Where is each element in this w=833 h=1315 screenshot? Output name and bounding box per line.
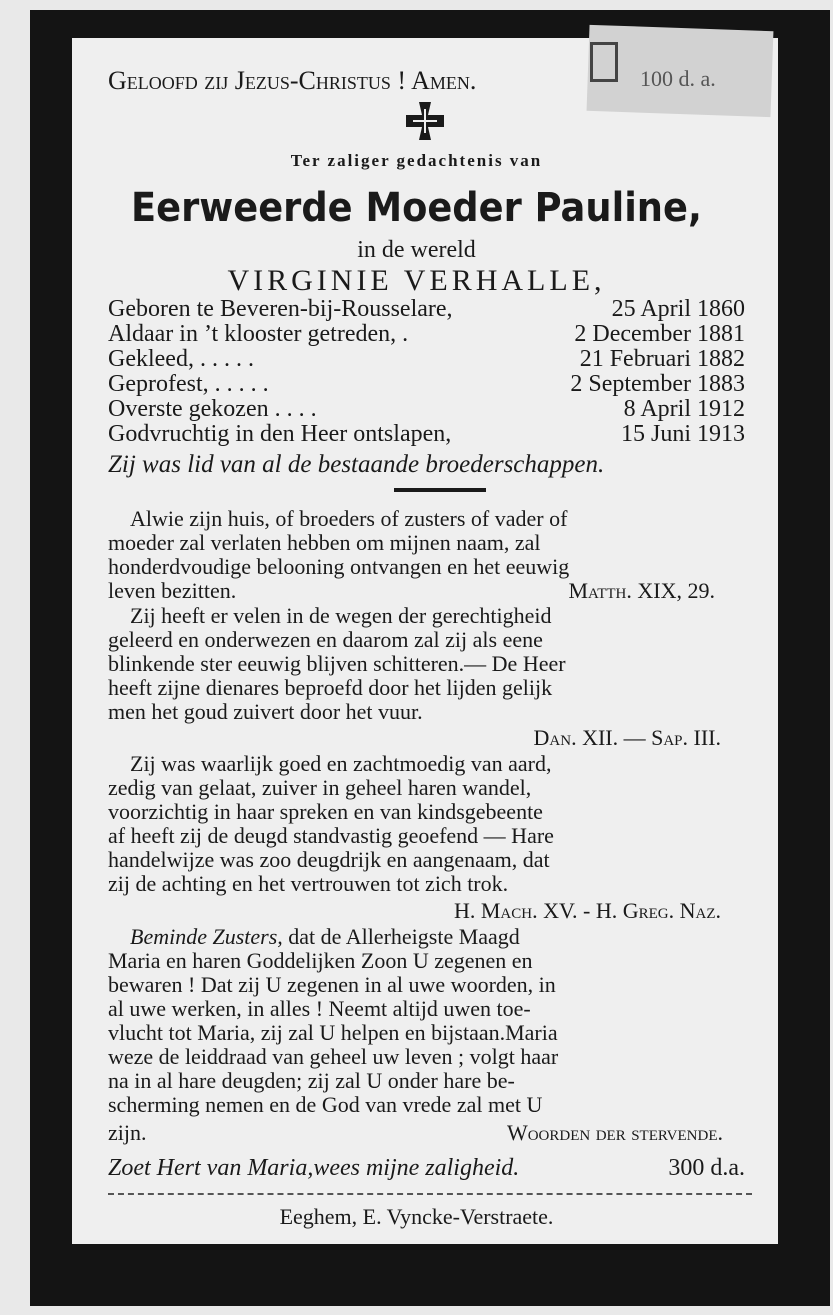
fact-date: 25 April 1860 bbox=[611, 296, 745, 322]
fact-date: 21 Februari 1882 bbox=[579, 346, 745, 372]
nun-name: Eerweerde Moeder Pauline, bbox=[131, 185, 702, 231]
fact-label: Aldaar in ’t klooster getreden, . bbox=[108, 321, 409, 347]
text-line: men het goud zuivert door het vuur. bbox=[108, 699, 423, 724]
text-line: leven bezitten. bbox=[108, 578, 237, 603]
text-line: moeder zal verlaten hebben om mijnen naam, zal bbox=[108, 530, 541, 555]
reference: Matth. XIX, 29. bbox=[568, 578, 715, 603]
subtitle: Ter zaliger gedachtenis van bbox=[290, 151, 543, 170]
text-line: af heeft zij de deugd standvastig geoefend — Hare bbox=[108, 823, 554, 848]
text-line: vlucht tot Maria, zij zal U helpen en bijstaan.Maria bbox=[108, 1020, 558, 1045]
fact-label: Gekleed, . . . . . bbox=[108, 346, 254, 372]
indulgence: 300 d.a. bbox=[668, 1155, 745, 1181]
civil-name: VIRGINIE VERHALLE, bbox=[227, 264, 606, 297]
stamp-mark bbox=[590, 42, 618, 82]
text-line: weze de leiddraad van geheel uw leven ; volgt haar bbox=[108, 1044, 559, 1069]
reference: H. Mach. XV. - H. Greg. Naz. bbox=[453, 898, 721, 923]
closing-prayer: Zoet Hert van Maria,wees mijne zaligheid. bbox=[108, 1155, 520, 1181]
text-line: voorzichtig in haar spreken en van kindsgebeente bbox=[108, 799, 543, 824]
text-line: handelwijze was zoo deugdrijk en aangenaam, dat bbox=[108, 847, 550, 872]
fact-label: Overste gekozen . . . . bbox=[108, 396, 317, 422]
text-line: dat de Allerheigste Maagd bbox=[282, 924, 520, 949]
stamp-text: 100 d. a. bbox=[640, 66, 716, 91]
text-line: Zij was waarlijk goed en zachtmoedig van aard, bbox=[130, 751, 552, 776]
fact-date: 2 December 1881 bbox=[574, 321, 745, 347]
text-line: Maria en haren Goddelijken Zoon U zegenen en bbox=[108, 948, 533, 973]
reference: Dan. XII. — Sap. III. bbox=[533, 725, 721, 750]
fact-date: 15 Juni 1913 bbox=[620, 421, 745, 447]
fact-label: Geprofest, . . . . . bbox=[108, 371, 269, 397]
printer: Eeghem, E. Vyncke-Verstraete. bbox=[279, 1204, 554, 1229]
text-line: zij de achting en het vertrouwen tot zich trok. bbox=[108, 871, 509, 896]
text-line: honderdvoudige belooning ontvangen en het eeuwig bbox=[108, 554, 570, 579]
cross-icon bbox=[404, 100, 446, 142]
text-line: scherming nemen en de God van vrede zal met U bbox=[108, 1092, 543, 1117]
text-line: bewaren ! Dat zij U zegenen in al uwe woorden, in bbox=[108, 972, 556, 997]
invocation: Geloofd zij Jezus-Christus ! Amen. bbox=[108, 66, 477, 95]
text-line: blinkende ster eeuwig blijven schitteren.— De Heer bbox=[108, 651, 566, 676]
reference: Woorden der stervende. bbox=[506, 1120, 723, 1145]
text-line: na in al hare deugden; zij zal U onder hare be- bbox=[108, 1068, 515, 1093]
text-line: Zij heeft er velen in de wegen der gerechtigheid bbox=[130, 603, 552, 628]
fact-label: Geboren te Beveren-bij-Rousselare, bbox=[108, 296, 453, 322]
text-line: zijn. bbox=[108, 1120, 147, 1145]
text-line: al uwe werken, in alles ! Neemt altijd uwen toe- bbox=[108, 996, 531, 1021]
world-label: in de wereld bbox=[357, 237, 476, 263]
fact-label: Godvruchtig in den Heer ontslapen, bbox=[108, 421, 452, 447]
text-line: geleerd en onderwezen en daarom zal zij als eene bbox=[108, 627, 543, 652]
fact-date: 8 April 1912 bbox=[623, 396, 745, 422]
text-line: zedig van gelaat, zuiver in geheel haren wandel, bbox=[108, 775, 532, 800]
fact-date: 2 September 1883 bbox=[570, 371, 745, 397]
divider bbox=[394, 488, 486, 492]
footer-divider bbox=[108, 1193, 752, 1195]
member-note: Zij was lid van al de bestaande broederschappen. bbox=[108, 451, 605, 478]
address-phrase: Beminde Zusters, bbox=[130, 924, 283, 949]
text-line: heeft zijne dienares beproefd door het lijden gelijk bbox=[108, 675, 553, 700]
text-line: Alwie zijn huis, of broeders of zusters of vader of bbox=[130, 506, 568, 531]
